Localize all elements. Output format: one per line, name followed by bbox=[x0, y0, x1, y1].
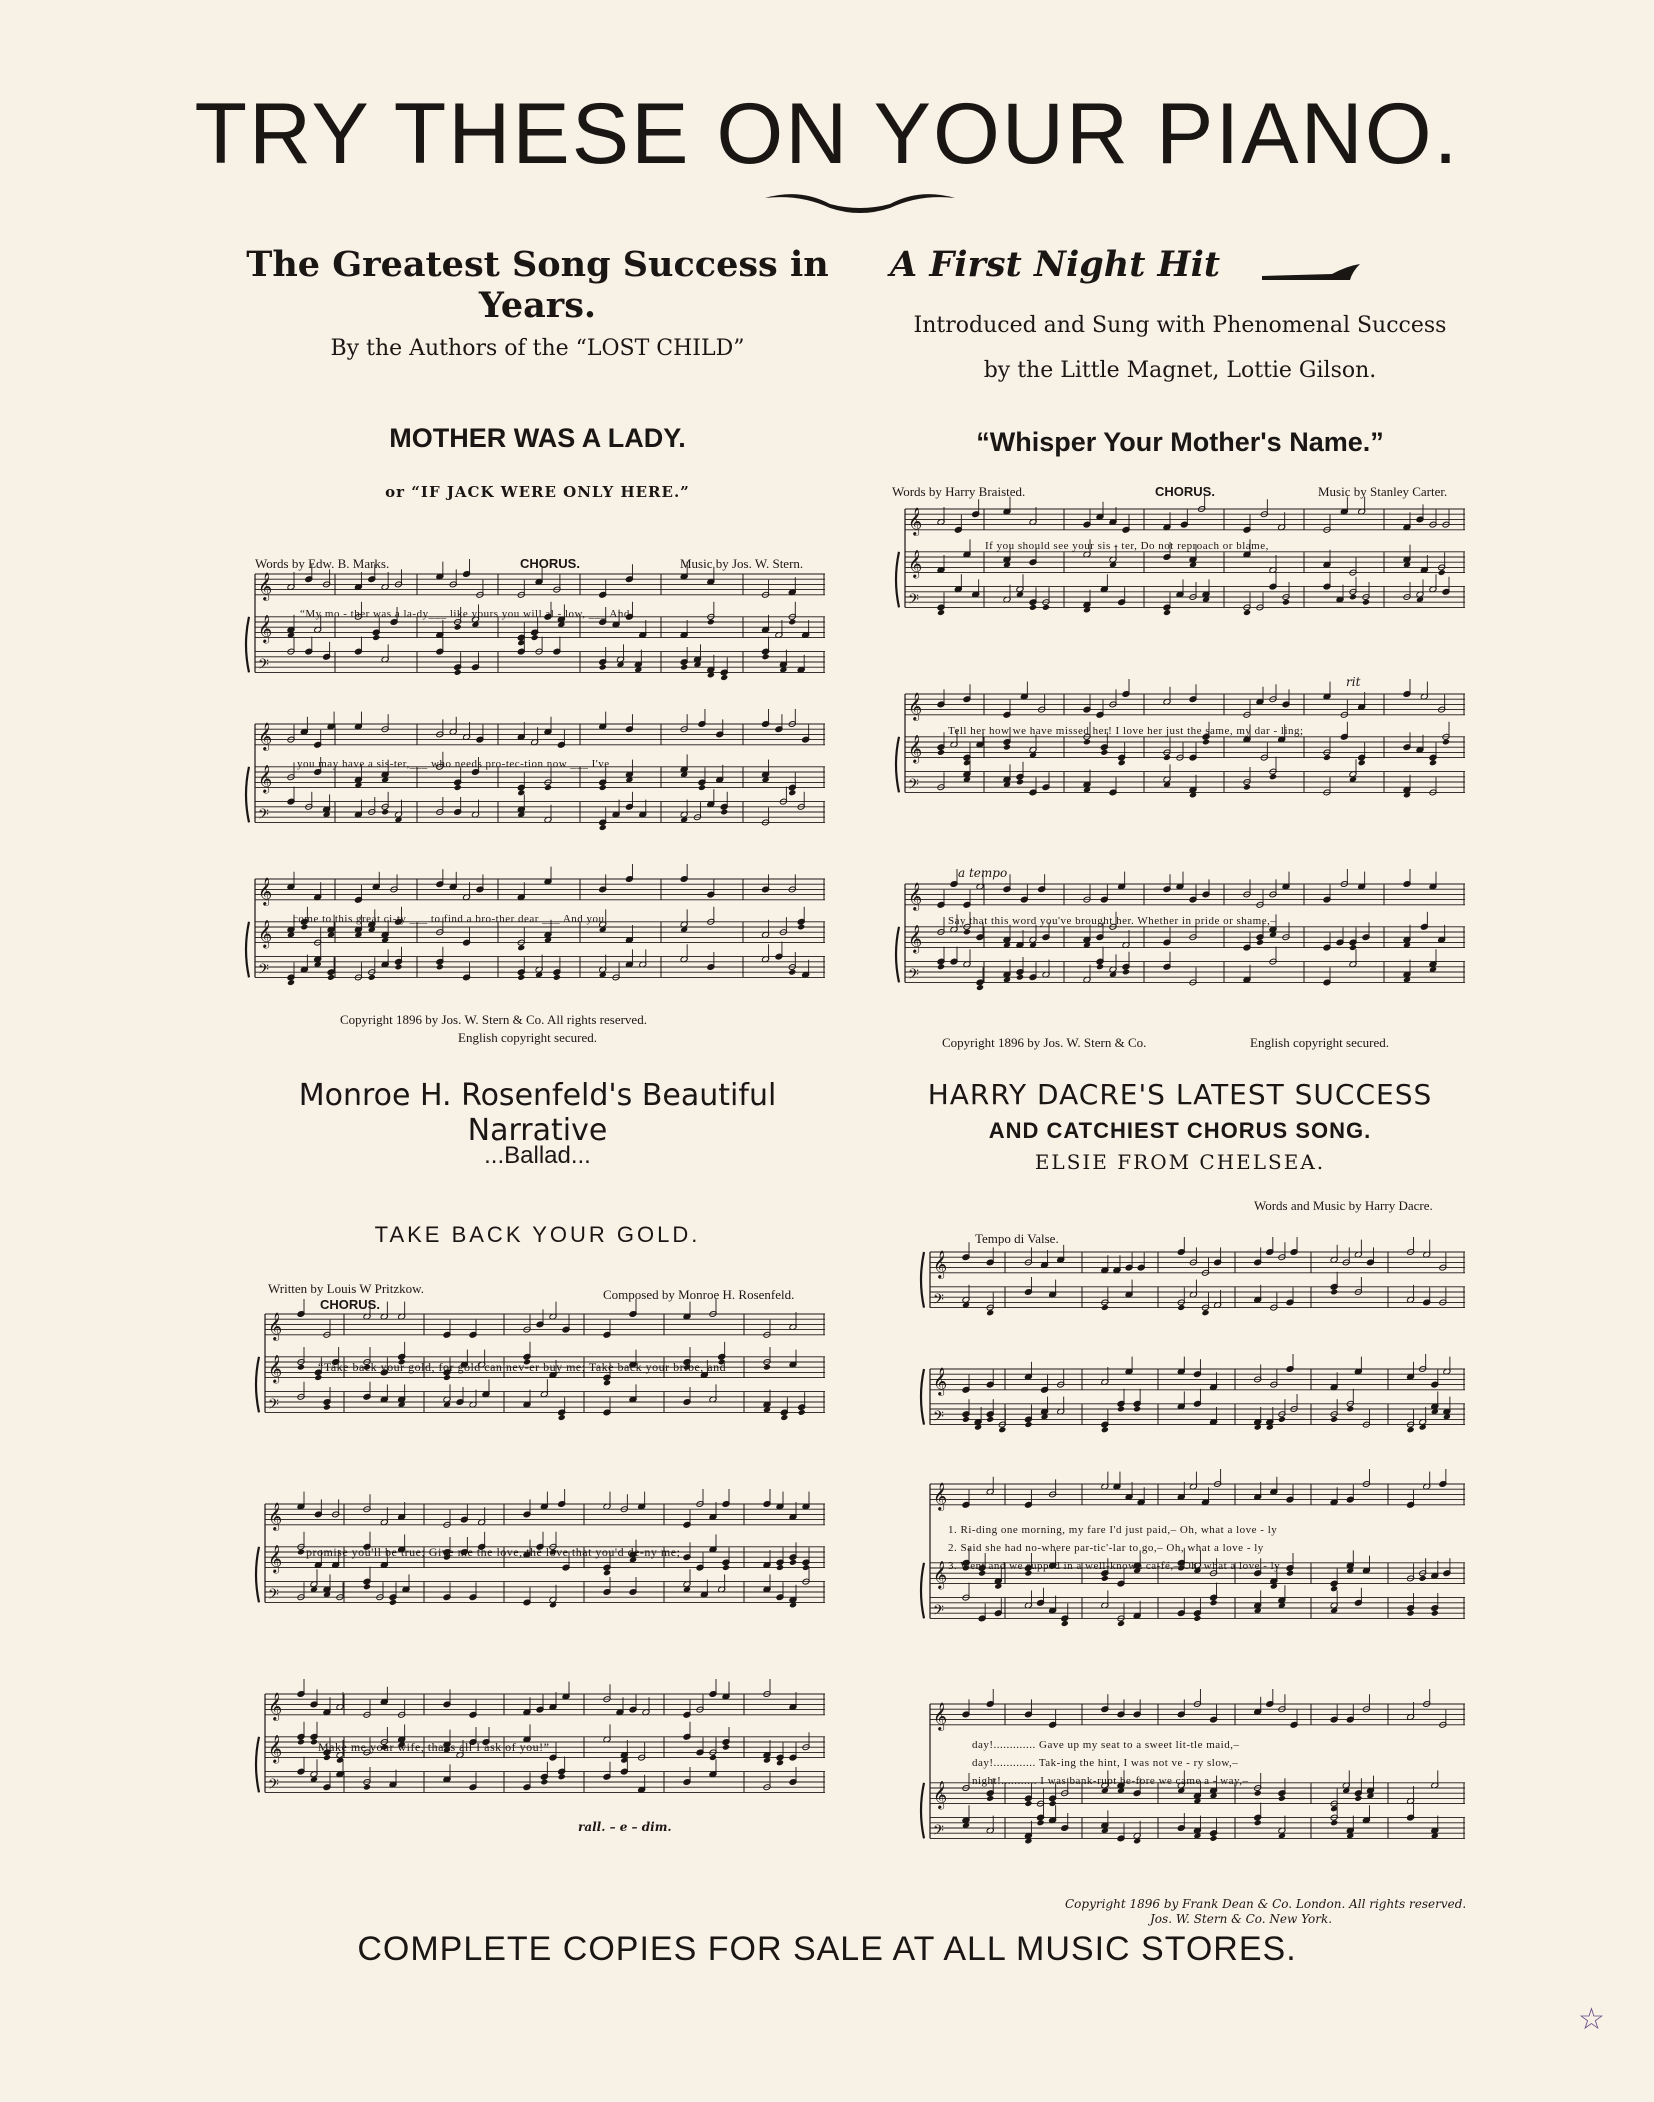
svg-text:𝄞: 𝄞 bbox=[933, 1701, 948, 1730]
words-and-music-credit: Words and Music by Harry Dacre. bbox=[1254, 1198, 1433, 1213]
verse-line: 2. Said she had no-where par-tic'-lar to go,– Oh, what a love - ly bbox=[948, 1542, 1264, 1554]
svg-text:𝄞: 𝄞 bbox=[908, 924, 923, 953]
lyric-line: you may have a sis-ter,___ who needs pro-tec-tion now ___ I've bbox=[297, 758, 610, 770]
svg-text:𝄞: 𝄞 bbox=[908, 881, 923, 910]
song-title-elsie-from-chelsea: ELSIE FROM CHELSEA. bbox=[1034, 1150, 1326, 1174]
lyric-line: come to this great ci-ty ___ to find a bro-ther dear ___ And you bbox=[293, 913, 605, 925]
svg-text:𝄞: 𝄞 bbox=[908, 691, 923, 720]
svg-text:𝄢: 𝄢 bbox=[933, 1602, 944, 1623]
verse-line: 3. Went and we supped in a well-known ca-fé,– Oh, what a love - ly bbox=[948, 1560, 1281, 1572]
svg-text:𝄞: 𝄞 bbox=[268, 1501, 283, 1530]
music-credit: Music by Jos. W. Stern. bbox=[680, 556, 804, 571]
footer-advertisement: COMPLETE COPIES FOR SALE AT ALL MUSIC STORES. bbox=[357, 1930, 1297, 1968]
music-system-l2-3 bbox=[265, 1690, 825, 1865]
music-system-l1-1 bbox=[255, 570, 825, 700]
right-top-intro-line1: Introduced and Sung with Phenomenal Success bbox=[913, 313, 1447, 338]
lyric-line: Say that this word you've brought her. Whether in pride or shame,– bbox=[948, 915, 1277, 927]
svg-text:𝄢: 𝄢 bbox=[908, 591, 919, 612]
svg-text:𝄞: 𝄞 bbox=[908, 734, 923, 763]
music-system-l1-3 bbox=[255, 875, 825, 1005]
music-system-l2-1 bbox=[265, 1310, 825, 1485]
lyric-line: Tell her how we have missed her! I love her just the same, my dar - ling; bbox=[948, 725, 1304, 737]
words-credit: Written by Louis W Pritzkow. bbox=[268, 1281, 424, 1296]
svg-text:𝄞: 𝄞 bbox=[268, 1544, 283, 1573]
song-title-mother-was-a-lady: MOTHER WAS A LADY. bbox=[389, 423, 686, 453]
a-tempo-marking: a tempo bbox=[958, 866, 1008, 880]
svg-text:𝄢: 𝄢 bbox=[908, 966, 919, 987]
svg-text:𝄢: 𝄢 bbox=[933, 1822, 944, 1843]
right-top-intro-line2: by the Little Magnet, Lottie Gilson. bbox=[983, 358, 1377, 383]
svg-text:𝄞: 𝄞 bbox=[933, 1249, 948, 1278]
music-system-l1-2 bbox=[255, 720, 825, 850]
lyric-line: Make me your wife, that's all I ask of you!”_______ bbox=[318, 1740, 595, 1754]
svg-text:𝄞: 𝄞 bbox=[933, 1780, 948, 1809]
svg-text:𝄞: 𝄞 bbox=[268, 1354, 283, 1383]
lyric-line: “Take back your gold, for gold can nev-er buy me; Take back your bribe, and bbox=[318, 1360, 727, 1374]
heading-flourish-ornament bbox=[1262, 262, 1362, 282]
lyric-line: promise you'll be true; Give me the love, the love that you'd de-ny me; bbox=[306, 1545, 681, 1559]
svg-text:𝄢: 𝄢 bbox=[908, 776, 919, 797]
title-swash-ornament bbox=[760, 186, 960, 216]
svg-text:𝄞: 𝄞 bbox=[933, 1560, 948, 1589]
svg-text:𝄞: 𝄞 bbox=[933, 1481, 948, 1510]
svg-text:𝄞: 𝄞 bbox=[933, 1366, 948, 1395]
svg-text:𝄢: 𝄢 bbox=[268, 1396, 279, 1417]
left-bottom-heading: Monroe H. Rosenfeld's Beautiful Narrative bbox=[298, 1078, 777, 1148]
svg-text:𝄞: 𝄞 bbox=[268, 1311, 283, 1340]
song-title-whisper-your-mothers-name: “Whisper Your Mother's Name.” bbox=[976, 427, 1384, 457]
music-system-r1-3 bbox=[905, 880, 1465, 1030]
svg-text:𝄞: 𝄞 bbox=[258, 571, 273, 600]
svg-text:𝄞: 𝄞 bbox=[258, 614, 273, 643]
verse-line: day!............. Tak-ing the hint, I was not ve - ry slow,– bbox=[972, 1757, 1239, 1769]
music-system-r1-2 bbox=[905, 690, 1465, 840]
page-title: TRY THESE ON YOUR PIANO. bbox=[194, 86, 1460, 182]
song-subtitle: or “IF JACK WERE ONLY HERE.” bbox=[385, 483, 690, 501]
chorus-label: CHORUS. bbox=[520, 556, 580, 571]
music-system-r2-1 bbox=[930, 1248, 1465, 1338]
lyric-line: “My mo - ther was a la-dy___ like yours you will al - low, ___ And bbox=[300, 608, 630, 620]
music-system-r1-1 bbox=[905, 505, 1465, 655]
svg-text:𝄢: 𝄢 bbox=[258, 961, 269, 982]
verse-line: day!............. Gave up my seat to a sweet lit-tle maid,– bbox=[972, 1739, 1240, 1751]
svg-text:𝄢: 𝄢 bbox=[933, 1408, 944, 1429]
rall-marking: rall. – e – dim. bbox=[578, 1820, 672, 1834]
ballad-label: ...Ballad... bbox=[484, 1142, 591, 1169]
copyright-line-2: English copyright secured. bbox=[1250, 1035, 1389, 1050]
svg-text:𝄞: 𝄞 bbox=[268, 1734, 283, 1763]
svg-text:𝄢: 𝄢 bbox=[268, 1776, 279, 1797]
svg-text:𝄢: 𝄢 bbox=[933, 1291, 944, 1312]
svg-text:𝄞: 𝄞 bbox=[908, 549, 923, 578]
svg-text:𝄞: 𝄞 bbox=[258, 919, 273, 948]
lyric-line: If you should see your sis - ter, Do not reproach or blame, bbox=[985, 540, 1269, 552]
svg-text:𝄞: 𝄞 bbox=[258, 764, 273, 793]
tempo-marking: Tempo di Valse. bbox=[975, 1231, 1059, 1246]
copyright-line-2: English copyright secured. bbox=[458, 1030, 597, 1045]
copyright-line: Copyright 1896 by Jos. W. Stern & Co. All rights reserved. bbox=[340, 1012, 647, 1027]
song-title-take-back-your-gold: TAKE BACK YOUR GOLD. bbox=[374, 1222, 701, 1247]
copyright-line: Copyright 1896 by Jos. W. Stern & Co. bbox=[942, 1035, 1147, 1050]
copyright-line-2: Jos. W. Stern & Co. New York. bbox=[1150, 1912, 1333, 1926]
left-top-byline: By the Authors of the “LOST CHILD” bbox=[330, 336, 745, 361]
svg-text:𝄢: 𝄢 bbox=[258, 806, 269, 827]
copyright-line: Copyright 1896 by Frank Dean & Co. London. All rights reserved. bbox=[1065, 1897, 1467, 1911]
right-bottom-subheading: AND CATCHIEST CHORUS SONG. bbox=[988, 1118, 1372, 1143]
music-system-r2-3 bbox=[930, 1480, 1465, 1680]
right-bottom-heading: HARRY DACRE'S LATEST SUCCESS bbox=[927, 1078, 1433, 1111]
chorus-label: CHORUS. bbox=[1155, 484, 1215, 499]
music-system-r2-4 bbox=[930, 1700, 1465, 1900]
music-credit: Composed by Monroe H. Rosenfeld. bbox=[603, 1287, 795, 1302]
music-system-r2-2 bbox=[930, 1365, 1465, 1455]
verse-line: night!........... I was bank-rupt be-fore we came a - way,– bbox=[972, 1775, 1249, 1787]
music-system-l2-2 bbox=[265, 1500, 825, 1675]
words-credit: Words by Harry Braisted. bbox=[892, 484, 1026, 499]
svg-text:𝄞: 𝄞 bbox=[908, 506, 923, 535]
svg-text:𝄞: 𝄞 bbox=[258, 876, 273, 905]
verse-line: 1. Ri-ding one morning, my fare I'd just paid,– Oh, what a love - ly bbox=[948, 1524, 1278, 1536]
star-stamp-icon: ☆ bbox=[1578, 2002, 1605, 2037]
svg-text:𝄞: 𝄞 bbox=[258, 721, 273, 750]
music-credit: Music by Stanley Carter. bbox=[1318, 484, 1448, 499]
left-top-heading: The Greatest Song Success in Years. bbox=[246, 244, 829, 326]
svg-text:𝄢: 𝄢 bbox=[258, 656, 269, 677]
words-credit: Words by Edw. B. Marks. bbox=[255, 556, 390, 571]
svg-text:𝄢: 𝄢 bbox=[268, 1586, 279, 1607]
svg-text:𝄞: 𝄞 bbox=[268, 1691, 283, 1720]
rit-marking: rit bbox=[1346, 675, 1361, 689]
right-top-heading: A First Night Hit bbox=[890, 244, 1221, 285]
chorus-label: CHORUS. bbox=[320, 1297, 380, 1312]
